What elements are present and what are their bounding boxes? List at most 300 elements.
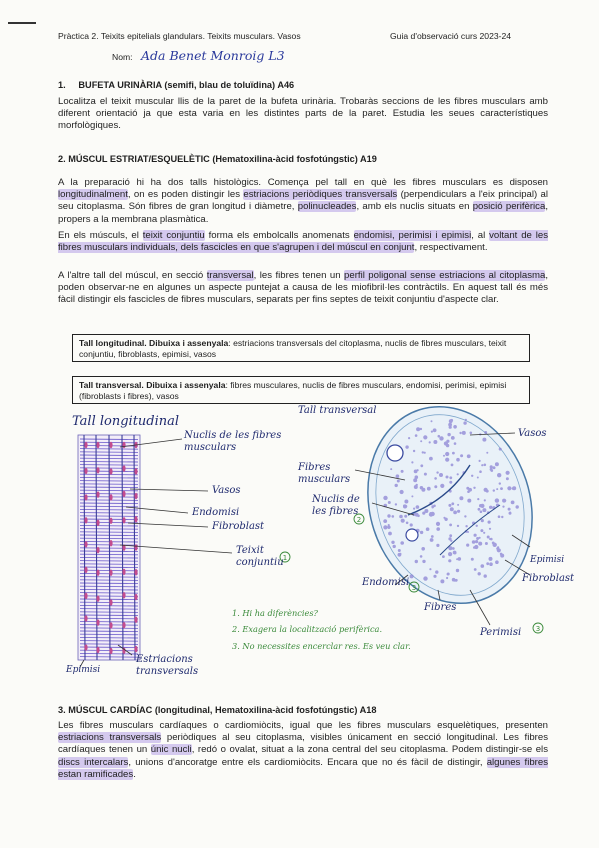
fibre-dot [422,512,425,515]
fibre-dot [388,501,391,504]
fibre-dot [430,512,434,516]
fibre-nucleus [122,465,125,471]
highlighted-text: voltant de les fibres musculars individuals, dels fascicles en que s'agrupen i del múscul en conjunt [58,230,548,254]
highlighted-text: estriacions transversals [58,732,162,744]
fibre-dot [443,455,445,457]
fibre-dot [479,460,481,462]
fibre-dot [459,432,461,434]
fibre-nucleus [96,619,99,625]
fibre-dot [465,525,467,527]
striation-line [80,631,138,632]
label-left-title: Tall longitudinal [72,414,180,429]
highlighted-text: polinucleades [297,201,357,213]
fibre-nucleus [84,593,87,599]
fibre-nucleus [84,517,87,523]
fibre-nucleus [109,442,112,448]
fibre-dot [417,515,420,518]
fibre-dot [444,441,448,445]
fibre-dot [431,535,434,538]
fibre-dot [446,577,448,579]
fibre-dot [506,471,510,475]
fibre-dot [446,476,449,479]
fibre-dot [422,560,425,563]
fibre-dot [413,478,417,482]
fibre-dot [420,464,423,467]
fibre-dot [477,477,479,479]
fibre-dot [454,551,457,554]
fibre-nucleus [109,622,112,628]
fibre-dot [488,521,491,524]
fibre-dot [406,522,409,525]
fibre-nucleus [109,468,112,474]
fibre-nucleus [134,516,137,522]
fibre-dot [509,512,511,514]
fibre-dot [482,508,486,512]
text-segment: periòdiques al seu citoplasma, visibles únicament en secció longitudinal. Les fibres cardíaques tenen un [58,732,548,756]
fibre-dot [420,440,422,442]
fibre-dot [426,527,430,531]
section1-text: Localitza el teixit muscular llis de la paret de la bufeta urinària. Trobaràs seccions de les fibres musculars amb diferent orientació ja que esta varia en les distintes parts de la paret. Estudia les seues característiques morfològiques. [58,96,548,132]
striation-line [80,605,138,606]
striation-line [80,618,138,619]
fibre-dot [440,579,444,583]
fibre-dot [448,504,451,507]
fibre-dot [440,484,444,488]
fibre-dot [484,464,487,467]
striation-line [80,634,138,635]
fibre-dot [399,515,403,519]
fibre-nucleus [96,467,99,473]
fibre-dot [413,508,415,510]
fibre-dot [496,488,498,490]
striation-line [80,589,138,590]
fibre-dot [457,473,459,475]
fibre-nucleus [84,494,87,500]
fibre-nucleus [109,540,112,546]
fibre-nucleus [122,442,125,448]
fibre-dot [434,477,437,480]
striation-line [80,628,138,629]
fibre-dot [511,501,515,505]
fibre-dot [452,547,455,550]
fibre-dot [416,484,418,486]
fibre-dot [495,498,499,502]
fibre-dot [452,452,455,455]
section1-heading: 1. BUFETA URINÀRIA (semifi, blau de toluïdina) A46 [58,80,295,90]
fibre-dot [388,532,392,536]
fibre-dot [449,476,452,479]
fibre-dot [481,519,484,522]
fibre-dot [451,464,454,467]
fibre-dot [504,500,506,502]
fibre-dot [453,425,457,429]
fibre-dot [449,534,452,537]
fibre-dot [476,525,478,527]
fibre-dot [506,477,509,480]
fibre-nucleus [96,595,99,601]
fibre-dot [495,560,499,564]
fibre-dot [487,536,490,539]
fibre-dot [383,496,387,500]
box-transversal-text: : fibres musculares, nuclis de fibres musculars, endomisi, perimisi, epimisi (fibroblasts i fibres), vasos [79,380,507,401]
fibre-dot [489,538,491,540]
fibre-dot [485,542,488,545]
fibre-dot [499,448,502,451]
fibre-dot [484,499,486,501]
fibre-dot [480,529,483,532]
section2-heading: 2. MÚSCUL ESTRIAT/ESQUELÈTIC (Hematoxilina-àcid fosfotúngstic) A19 [58,154,377,164]
fibre-dot [482,438,486,442]
fibre-dot [416,427,420,431]
fibre-nucleus [122,491,125,497]
marker-1: 1 [282,554,288,562]
text-segment: A l'altre tall del múscul, en secció [58,270,207,281]
fibre-dot [491,469,494,472]
fibre-nucleus [122,517,125,523]
fibre-dot [465,419,467,421]
fibre-nucleus [134,544,137,550]
fibre-dot [450,507,454,511]
fibre-dot [490,465,493,468]
fibre-dot [420,428,422,430]
fibre-dot [484,574,487,577]
fibre-dot [405,445,408,448]
fibre-nucleus [84,468,87,474]
label-endomisi: Endomisi [192,507,240,518]
fibre-dot [401,519,405,523]
box-longitudinal-text: : estriacions transversals del citoplasma, nuclis de fibres musculars, teixit conjuntiu, fibroblasts, epimisi, vasos [79,338,507,359]
fibre-dot [474,534,477,537]
fibre-dot [416,505,420,509]
fibre-dot [464,515,466,517]
text-segment: Les fibres musculars cardíaques o cardiomiòcits, igual que les fibres musculars esquelètiques, presenten [58,720,548,731]
text-segment: , propers a la membrana plasmàtica. [58,201,548,225]
fibre-dot [448,537,451,540]
highlighted-text: longitudinalment [58,189,128,201]
fibre-dot [398,553,402,557]
fibre-dot [473,546,476,549]
fibre-dot [404,500,408,504]
fibre-dot [478,542,482,546]
striation-line [80,602,138,603]
striation-line [80,561,138,562]
text-segment: , unions d'ancoratge entre els cardiomiòcits. Encara que no és fàcil de distingir, [128,756,487,768]
teacher-note-1: 1. Hi ha diferències? [232,608,318,618]
fibre-dot [403,504,406,507]
box-transversal-title: Tall transversal. Dibuixa i assenyala [79,380,226,390]
fibre-dot [433,428,437,432]
striation-line [80,564,138,565]
highlighted-text: algunes fibres estan ramificades [58,756,548,780]
fibre-dot [397,480,400,483]
striation-line [80,593,138,594]
marker-2: 2 [356,516,362,524]
fibre-dot [432,506,434,508]
box-transversal [72,376,530,404]
fibre-nucleus [109,518,112,524]
fibre-dot [404,515,407,518]
label-right-nuclis: Nuclis de les fibres [312,494,360,517]
fibre-dot [411,461,413,463]
fibre-dot [449,524,452,527]
fibre-nucleus [134,493,137,499]
text-segment: , poden observar-ne en algunes un aspecte puntejat a causa de les miofibril·les contràctils. En aquest tall és més fàcil distingir els fascicles de fibres musculars, separats per fins septes de teixit conjuntiu d'aspecte clar. [58,270,548,306]
label-left-vasos: Vasos [212,485,241,496]
fibre-dot [396,474,400,478]
fibre-dot [401,470,404,473]
name-label: Nom: [112,52,133,62]
box-longitudinal [72,334,530,362]
text-segment: A la preparació hi ha dos talls histològics. Comença pel tall en què les fibres musculars es disposen [58,177,548,188]
fibre-dot [400,541,404,545]
text-segment: forma els embolcalls anomenats [204,230,354,241]
striation-line [80,599,138,600]
fibre-dot [500,487,503,490]
fibre-dot [415,560,418,563]
fibre-nucleus [84,442,87,448]
label-teixit-conjuntiu: Teixit conjuntiu [236,545,284,568]
fibre-dot [435,570,438,573]
fibre-dot [457,504,459,506]
fibre-dot [417,469,419,471]
fibre-dot [453,511,457,515]
name-line [112,47,285,65]
fibre-dot [478,572,481,575]
name-value: Ada Benet Monroig L3 [141,48,285,63]
fibre-dot [466,544,469,547]
fibre-dot [390,468,392,470]
fibre-dot [442,555,445,558]
fibre-dot [459,496,463,500]
striation-line [80,586,138,587]
fibre-dot [421,547,425,551]
fibre-dot [436,527,440,531]
scan-mark [8,22,36,24]
fibre-dot [413,450,415,452]
fibre-dot [423,435,427,439]
fibre-dot [489,506,492,509]
fibre-dot [443,517,445,519]
fibre-dot [473,487,475,489]
fibre-dot [512,487,515,490]
section2-paragraph-1 [58,177,548,226]
text-segment: , respectivament. [414,242,488,254]
striation-line [80,580,138,581]
fibre-dot [507,486,511,490]
highlighted-text: discs intercalars [58,756,129,768]
fibre-nucleus [134,616,137,622]
label-estriacions: Estriacions transversals [136,654,199,677]
fibre-dot [467,499,471,503]
fibre-dot [471,558,474,561]
section3-paragraph [58,720,548,781]
fibre-dot [454,442,457,445]
fibre-nucleus [96,647,99,653]
fibre-dot [470,432,473,435]
label-nuclis-fibres: Nuclis de les fibres musculars [184,430,282,453]
fibre-dot [433,575,436,578]
fibre-dot [436,544,439,547]
label-fibres-musculars: Fibres musculars [298,462,351,485]
fibre-dot [434,485,437,488]
fibre-nucleus [96,547,99,553]
fibre-dot [452,578,456,582]
fibre-dot [457,525,459,527]
striation-line [80,583,138,584]
fibre-dot [468,488,472,492]
fibre-dot [472,540,476,544]
fibre-dot [449,419,453,423]
striation-line [80,657,138,658]
fibre-dot [489,557,493,561]
fibre-dot [497,473,501,477]
text-segment: . [133,768,136,780]
striation-line [80,650,138,651]
fibre-dot [431,420,433,422]
marker-4: 3 [535,625,541,633]
fibre-dot [462,431,466,435]
header-right: Guia d'observació curs 2023-24 [390,31,512,41]
text-segment: , les fibres tenen un [253,270,345,281]
fibre-dot [400,490,404,494]
fibre-dot [431,431,433,433]
fibre-dot [508,508,511,511]
fibre-nucleus [84,567,87,573]
fibre-dot [430,538,434,542]
fibre-dot [449,481,452,484]
highlighted-text: teixit conjuntiu [142,230,205,241]
highlighted-text: estriacions periòdiques transversals [243,189,398,201]
fibre-dot [392,515,395,518]
text-segment: (perpendiculars a l'eix principal) al seu citoplasma. Són fibres de gran longitud i diàmetre, [58,189,548,213]
fibre-dot [411,495,413,497]
box-longitudinal-title: Tall longitudinal. Dibuixa i assenyala [79,338,229,348]
fibre-dot [476,537,479,540]
fibre-dot [481,564,485,568]
fibre-dot [502,506,504,508]
fibre-dot [395,503,397,505]
fibre-dot [383,519,387,523]
fibre-dot [474,568,477,571]
fibre-dot [480,510,483,513]
fibre-dot [429,441,431,443]
fibre-dot [439,473,443,477]
fibre-dot [451,502,454,505]
fibre-dot [421,488,425,492]
striation-line [80,609,138,610]
fibre-dot [448,423,452,427]
text-segment: , al [471,230,490,241]
fibre-dot [479,470,482,473]
fibre-dot [495,462,499,466]
fibre-nucleus [109,570,112,576]
fibre-dot [393,545,396,548]
fibre-dot [429,568,431,570]
fibre-dot [408,437,410,439]
fibre-dot [475,540,478,543]
highlighted-text: endomisi, perimisi i epimisi [353,230,472,241]
label-right-fibroblast: Fibroblast [522,573,575,584]
fibre-dot [484,488,488,492]
fibre-dot [516,505,519,508]
fibre-dot [448,559,451,562]
fibre-dot [486,452,488,454]
fibre-dot [493,489,495,491]
marker-3: 3 [411,584,417,592]
fibre-dot [439,436,443,440]
label-right-vasos: Vasos [518,428,547,439]
section2-paragraph-3 [58,270,548,307]
label-fibres: Fibres [424,602,457,613]
fibre-dot [498,515,501,518]
fibre-dot [478,508,481,511]
fibre-dot [467,454,471,458]
fibre-dot [445,452,449,456]
fibre-nucleus [134,569,137,575]
highlighted-text: únic nucli [150,744,192,756]
fibre-nucleus [134,468,137,474]
label-right-epimisi: Epimisi [530,555,565,565]
fibre-dot [460,454,463,457]
fibre-dot [456,569,459,572]
fibre-dot [447,433,450,436]
fibre-nucleus [134,646,137,652]
fibre-dot [463,421,466,424]
fibre-nucleus [96,520,99,526]
fibre-dot [489,562,493,566]
longitudinal-section-drawing [78,435,232,667]
fibre-dot [483,532,485,534]
fibre-dot [501,516,503,518]
text-segment: , on es poden distingir les [127,189,244,201]
label-right-endomisi: Endomisi [362,577,410,588]
label-perimisi: Perimisi [480,627,522,638]
fibre-dot [424,473,427,476]
striation-line [80,625,138,626]
striation-line [80,596,138,597]
fibre-nucleus [84,541,87,547]
striation-line [80,641,138,642]
fibre-dot [471,475,473,477]
fibre-dot [477,498,479,500]
fibre-nucleus [84,615,87,621]
fibre-nucleus [96,491,99,497]
fibre-nucleus [109,648,112,654]
fibre-dot [423,576,427,580]
highlighted-text: perfil poligonal sense estriacions al citoplasma [344,270,546,281]
striation-line [80,577,138,578]
text-segment: , amb els nuclis situats en [356,201,473,213]
fibre-nucleus [84,644,87,650]
fibre-dot [497,548,501,552]
label-fibroblast: Fibroblast [212,521,265,532]
striation-line [80,644,138,645]
fibre-dot [436,522,440,526]
striation-line [80,570,138,571]
section3-heading: 3. MÚSCUL CARDÍAC (longitudinal, Hematoxilina-àcid fosfotúngstic) A18 [58,705,377,715]
fibre-nucleus [134,594,137,600]
fibre-dot [433,440,437,444]
teacher-note-3: 3. No necessites encerclar res. Es veu clar. [232,641,411,651]
fibre-dot [388,524,390,526]
fibre-dot [387,514,390,517]
label-right-title: Tall transversal [298,405,377,416]
fibre-dot [457,510,460,513]
fibre-nucleus [122,569,125,575]
fibre-dot [410,523,413,526]
striation-line [80,621,138,622]
striation-line [80,615,138,616]
